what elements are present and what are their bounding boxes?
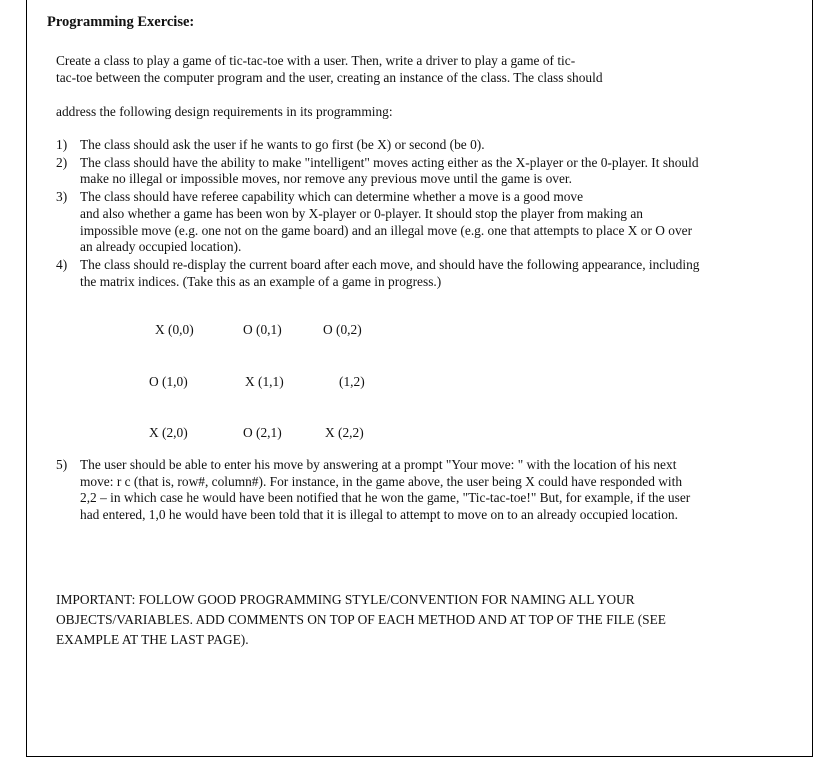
important-line-2: OBJECTS/VARIABLES. ADD COMMENTS ON TOP OF EACH METHOD AND AT TOP OF THE FILE (SEE	[56, 612, 666, 627]
board-cell-1-1: X (1,1)	[245, 374, 284, 389]
requirements-list-continued	[56, 457, 756, 524]
intro-line-2: tac-toe between the computer program and the user, creating an instance of the class. The class should	[56, 70, 603, 85]
board-cell-1-2: (1,2)	[339, 374, 365, 389]
list-number: 5)	[56, 457, 68, 472]
page-title: Programming Exercise:	[47, 14, 195, 30]
board-cell-0-0: X (0,0)	[155, 322, 194, 337]
requirement-text: make no illegal or impossible moves, nor remove any previous move until the game is over.	[80, 171, 573, 187]
requirement-text: The user should be able to enter his move by answering at a prompt "Your move: " with the location of his next	[80, 457, 677, 472]
requirement-5	[56, 457, 756, 524]
intro-requirements-lead: address the following design requirements in its programming:	[56, 104, 393, 119]
list-number: 2)	[56, 154, 68, 170]
requirement-text: move: r c (that is, row#, column#). For instance, in the game above, the user being X could have responded with	[80, 473, 683, 489]
requirement-text: and also whether a game has been won by X-player or 0-player. It should stop the player from making an	[80, 205, 643, 221]
requirement-text: the matrix indices. (Take this as an example of a game in progress.)	[80, 273, 442, 289]
requirement-text: The class should have the ability to make "intelligent" moves acting either as the X-player or the 0-player. It should	[80, 154, 699, 170]
list-number: 3)	[56, 189, 68, 205]
board-cell-0-1: O (0,1)	[243, 322, 282, 337]
intro-line-1: Create a class to play a game of tic-tac-toe with a user. Then, write a driver to play a game of tic-	[56, 53, 576, 68]
document-page	[26, 0, 813, 757]
requirement-text: had entered, 1,0 he would have been told that it is illegal to attempt to move on to an already occupied location.	[80, 507, 678, 523]
important-line-3: EXAMPLE AT THE LAST PAGE).	[56, 632, 249, 647]
important-line-1: IMPORTANT: FOLLOW GOOD PROGRAMMING STYLE/CONVENTION FOR NAMING ALL YOUR	[56, 592, 635, 607]
board-cell-2-2: X (2,2)	[325, 425, 364, 440]
board-cell-0-2: O (0,2)	[323, 322, 362, 337]
requirement-text: impossible move (e.g. one not on the game board) and an illegal move (e.g. one that attempts to place X or O over	[80, 222, 693, 238]
requirement-text: The class should have referee capability which can determine whether a move is a good move	[80, 189, 584, 205]
list-number: 1)	[56, 137, 68, 152]
board-cell-2-0: X (2,0)	[149, 425, 188, 440]
requirement-text: an already occupied location).	[80, 239, 242, 255]
board-cell-1-0: O (1,0)	[149, 374, 188, 389]
board-cell-2-1: O (2,1)	[243, 425, 282, 440]
important-note	[56, 590, 776, 650]
list-number: 4)	[56, 256, 68, 272]
requirement-text: The class should ask the user if he wants to go first (be X) or second (be 0).	[80, 137, 485, 152]
requirement-text: The class should re-display the current board after each move, and should have the following appearance, including	[80, 256, 700, 272]
requirement-text: 2,2 – in which case he would have been notified that he won the game, "Tic-tac-toe!" But, for example, if the user	[80, 490, 691, 506]
